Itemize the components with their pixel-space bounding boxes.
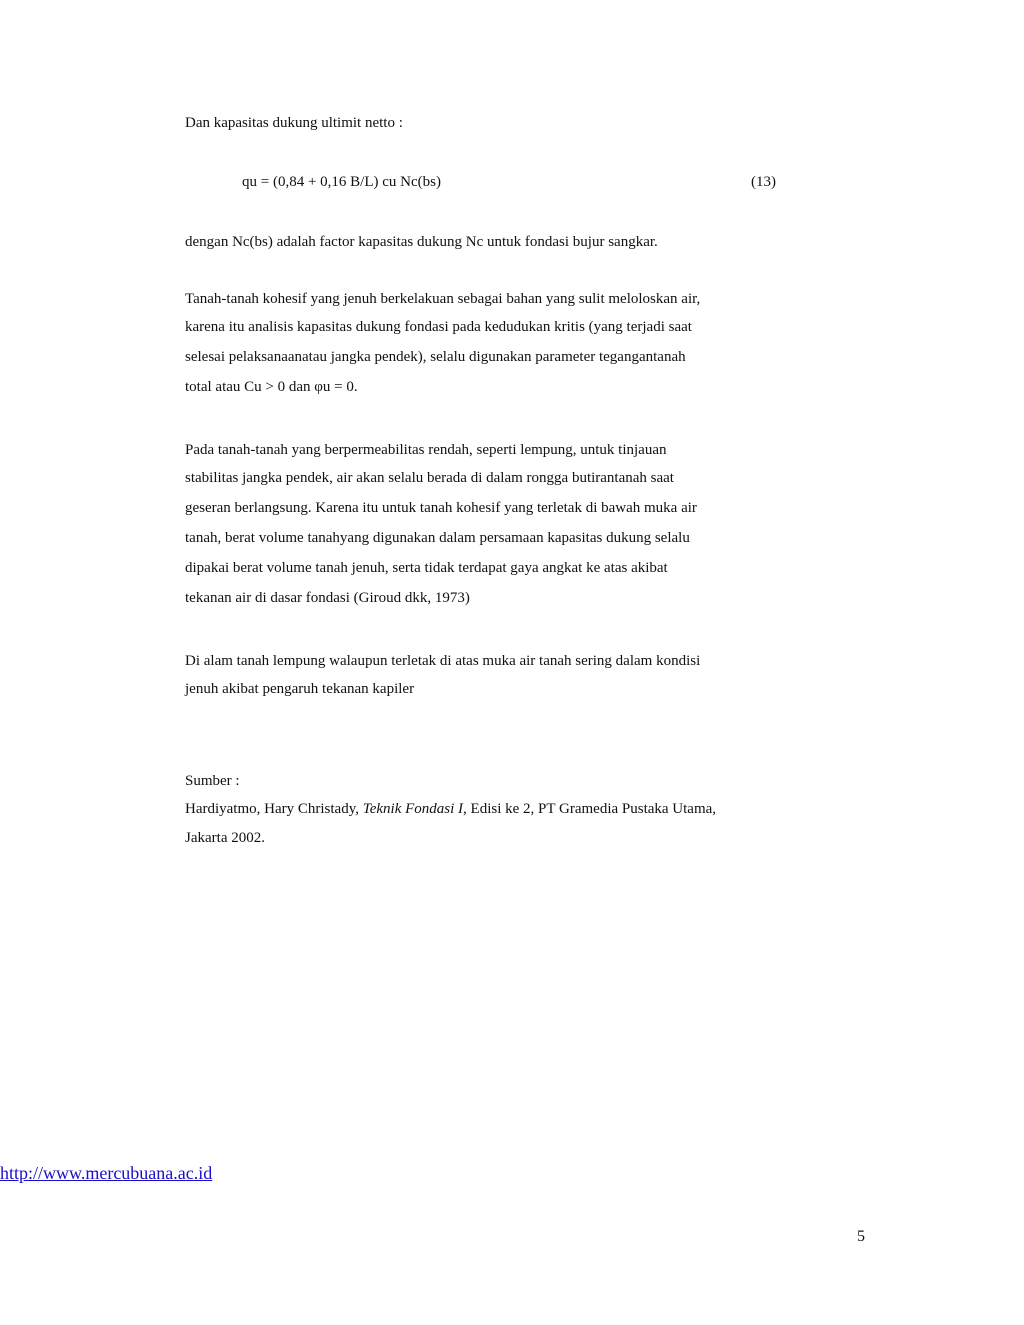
source-citation-line-2: Jakarta 2002. <box>185 830 265 846</box>
paragraph-line: total atau Cu > 0 dan φu = 0. <box>185 379 358 395</box>
paragraph-line: Tanah-tanah kohesif yang jenuh berkelakuan sebagai bahan yang sulit meloloskan air, <box>185 291 701 307</box>
source-book-title: Teknik Fondasi I <box>362 801 464 817</box>
paragraph-line: karena itu analisis kapasitas dukung fondasi pada kedudukan kritis (yang terjadi saat <box>185 319 692 335</box>
paragraph-line: Pada tanah-tanah yang berpermeabilitas rendah, seperti lempung, untuk tinjauan <box>185 442 667 458</box>
paragraph-line: Di alam tanah lempung walaupun terletak di atas muka air tanah sering dalam kondisi <box>185 653 701 669</box>
equation-13: qu = (0,84 + 0,16 B/L) cu Nc(bs) <box>242 174 441 190</box>
source-citation <box>185 800 716 818</box>
paragraph-line: dipakai berat volume tanah jenuh, serta tidak terdapat gaya angkat ke atas akibat <box>185 560 668 576</box>
intro-text: Dan kapasitas dukung ultimit netto : <box>185 115 403 131</box>
paragraph-line: selesai pelaksanaanatau jangka pendek), selalu digunakan parameter tegangantanah <box>185 349 686 365</box>
paragraph-line: jenuh akibat pengaruh tekanan kapiler <box>185 681 415 697</box>
paragraph-line: geseran berlangsung. Karena itu untuk tanah kohesif yang terletak di bawah muka air <box>185 500 697 516</box>
source-label: Sumber : <box>185 773 240 789</box>
equation-number: (13) <box>751 174 776 190</box>
paragraph-line: tekanan air di dasar fondasi (Giroud dkk, 1973) <box>185 590 470 606</box>
footer-url-link[interactable]: http://www.mercubuana.ac.id <box>0 1163 213 1183</box>
page-number: 5 <box>857 1228 865 1245</box>
definition-text: dengan Nc(bs) adalah factor kapasitas dukung Nc untuk fondasi bujur sangkar. <box>185 234 658 250</box>
paragraph-line: tanah, berat volume tanahyang digunakan dalam persamaan kapasitas dukung selalu <box>185 530 690 546</box>
source-author: Hardiyatmo, Hary Christady, <box>185 801 363 817</box>
paragraph-line: stabilitas jangka pendek, air akan selalu berada di dalam rongga butirantanah saat <box>185 470 674 486</box>
source-details: , Edisi ke 2, PT Gramedia Pustaka Utama, <box>463 801 717 817</box>
